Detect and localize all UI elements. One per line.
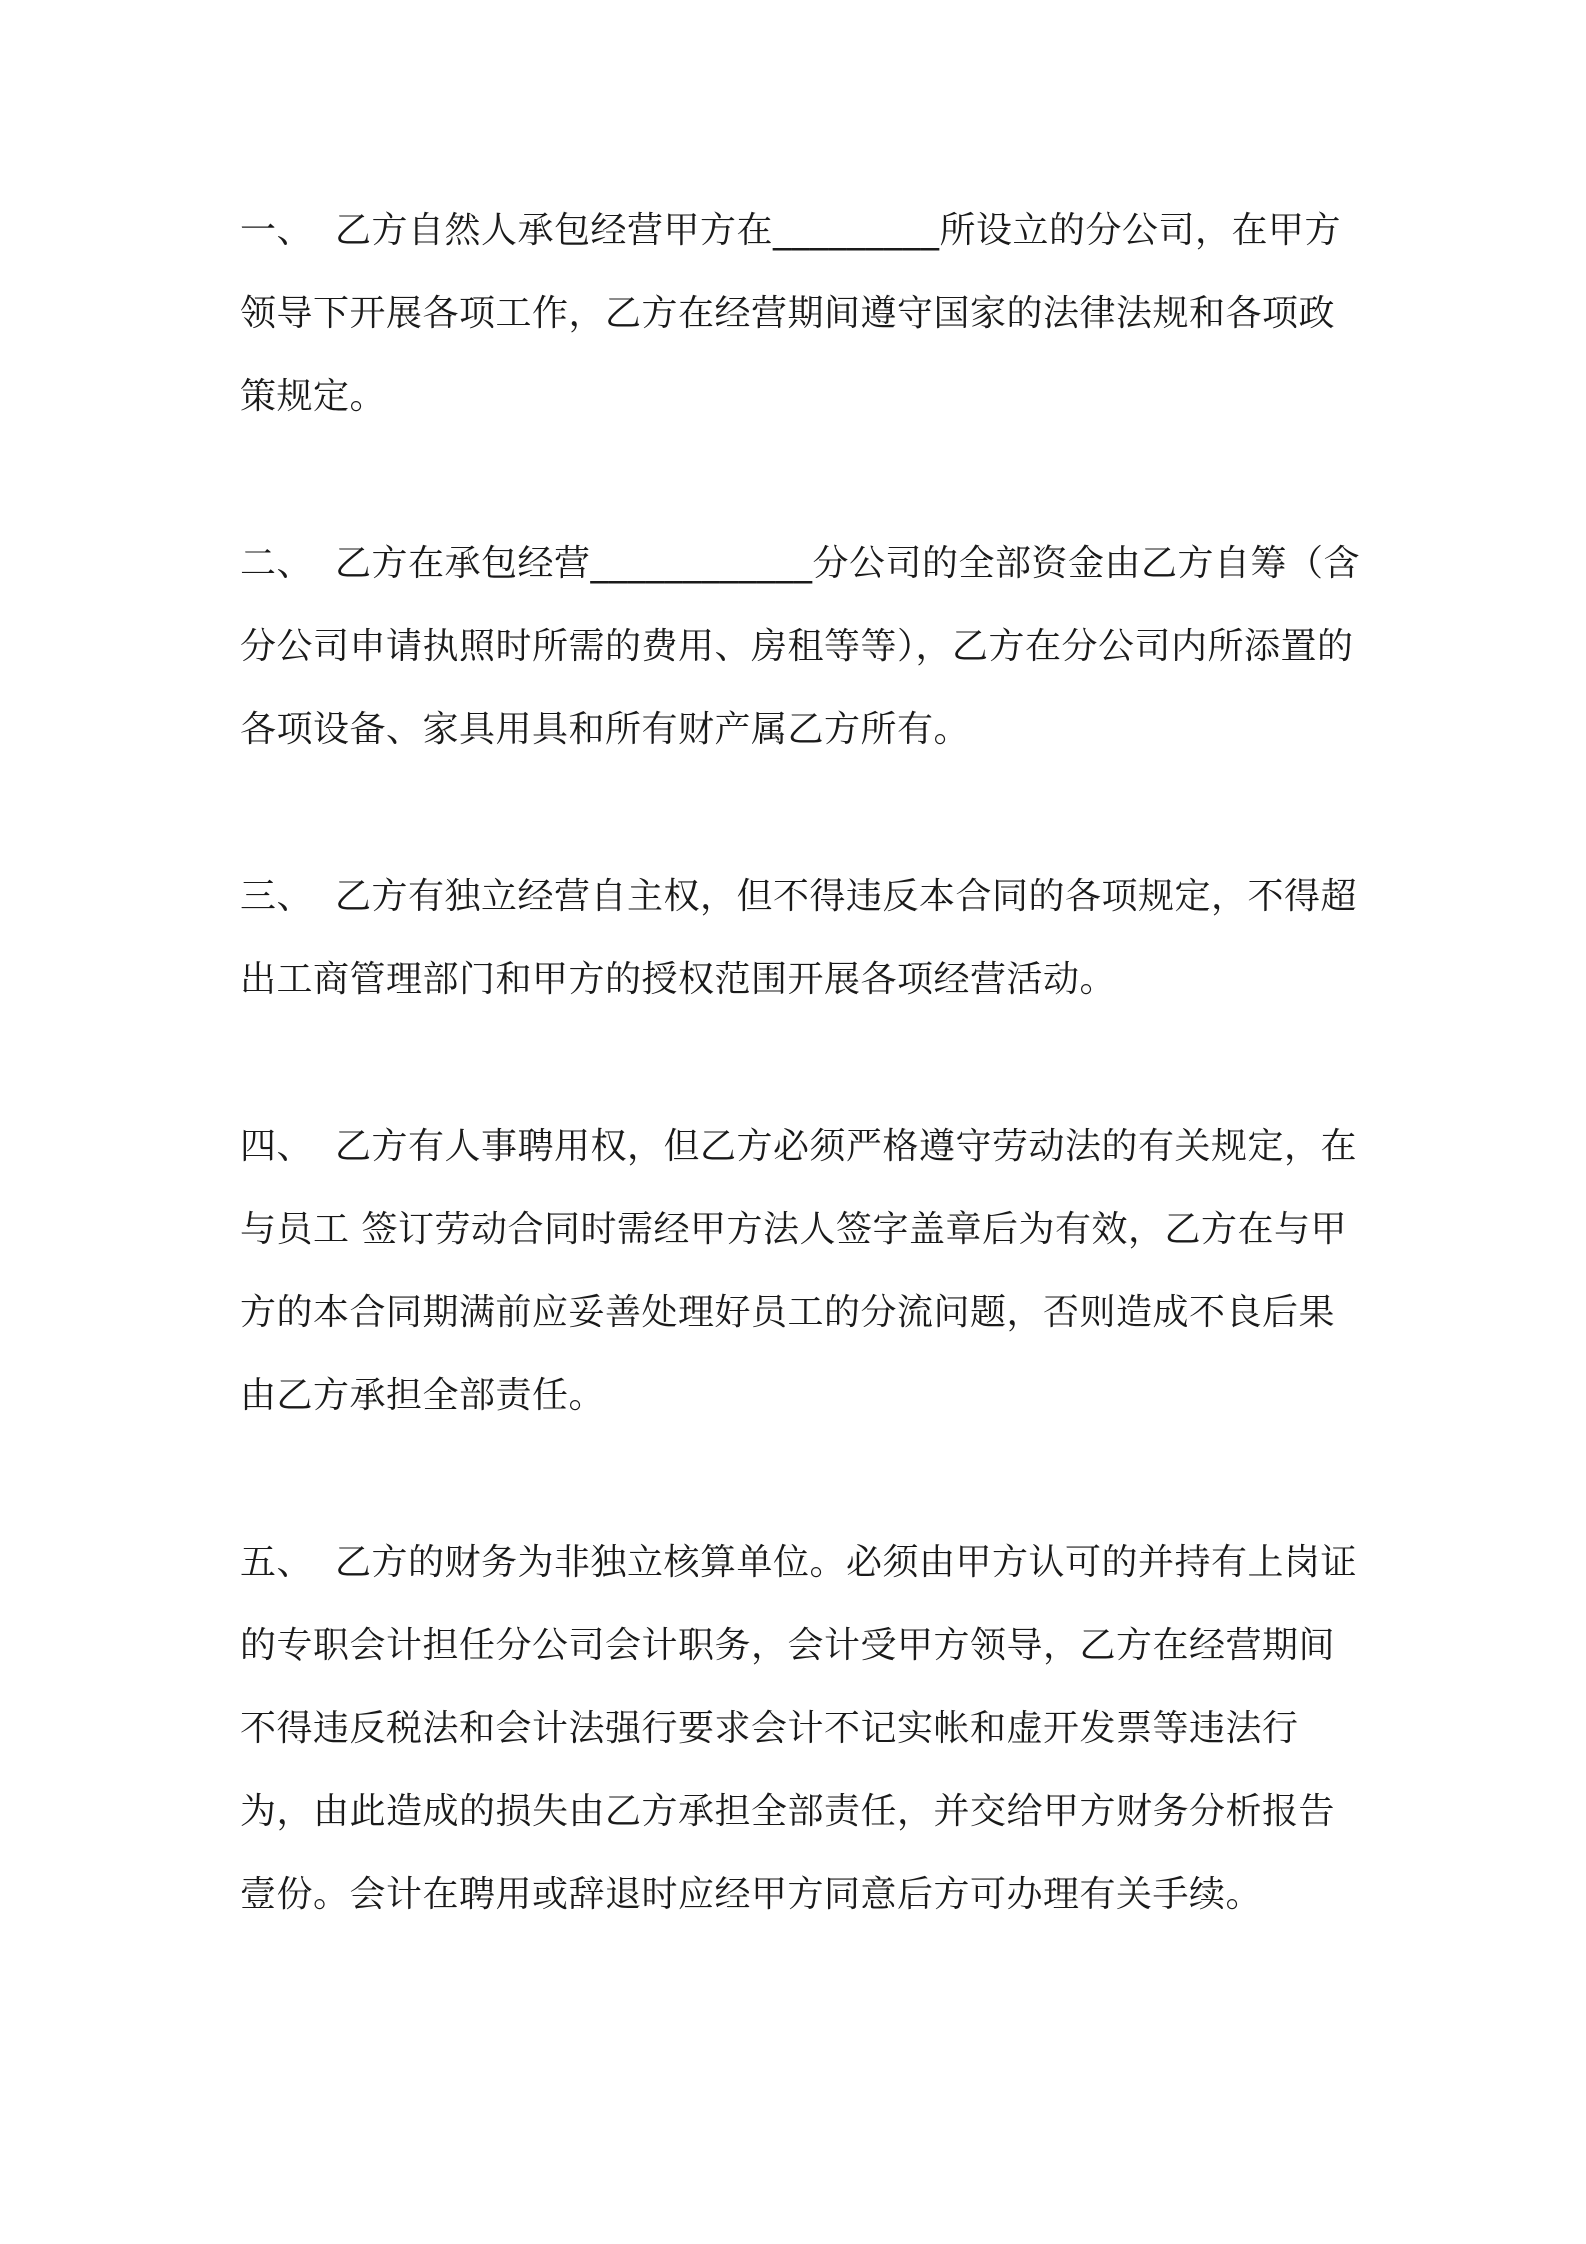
- clause-2: [240, 522, 1360, 771]
- clause-number: 五、: [240, 1542, 314, 1583]
- clause-5: [240, 1521, 1360, 1936]
- clause-text: 乙方有人事聘用权，但乙方必须严格遵守劳动法的有关规定，在与员工 签订劳动合同时需经甲方法人签字盖章后为有效，乙方在与甲方的本合同期满前应妥善处理好员工的分流问题，否则造成不良后果由乙方承担全部责任。: [240, 1126, 1358, 1416]
- clause-4: [240, 1105, 1360, 1437]
- clause-number: 二、: [240, 543, 314, 584]
- clause-text: 乙方有独立经营自主权，但不得违反本合同的各项规定，不得超出工商管理部门和甲方的授权范围开展各项经营活动。: [240, 876, 1358, 1000]
- clause-1: [240, 189, 1360, 438]
- clause-text: 乙方在承包经营____________分公司的全部资金由乙方自筹（含分公司申请执照时所需的费用、房租等等），乙方在分公司内所添置的各项设备、家具用具和所有财产属乙方所有。: [240, 543, 1361, 750]
- clause-number: 三、: [240, 876, 314, 917]
- clause-text: 乙方自然人承包经营甲方在_________所设立的分公司，在甲方领导下开展各项工作，乙方在经营期间遵守国家的法律法规和各项政策规定。: [240, 210, 1342, 417]
- clause-3: [240, 855, 1360, 1021]
- clause-text: 乙方的财务为非独立核算单位。必须由甲方认可的并持有上岗证的专职会计担任分公司会计职务，会计受甲方领导，乙方在经营期间不得违反税法和会计法强行要求会计不记实帐和虚开发票等违法行为，由此造成的损失由乙方承担全部责任，并交给甲方财务分析报告壹份。会计在聘用或辞退时应经甲方同意后方可办理有关手续。: [240, 1542, 1358, 1915]
- clause-number: 四、: [240, 1126, 314, 1167]
- clause-number: 一、: [240, 210, 314, 251]
